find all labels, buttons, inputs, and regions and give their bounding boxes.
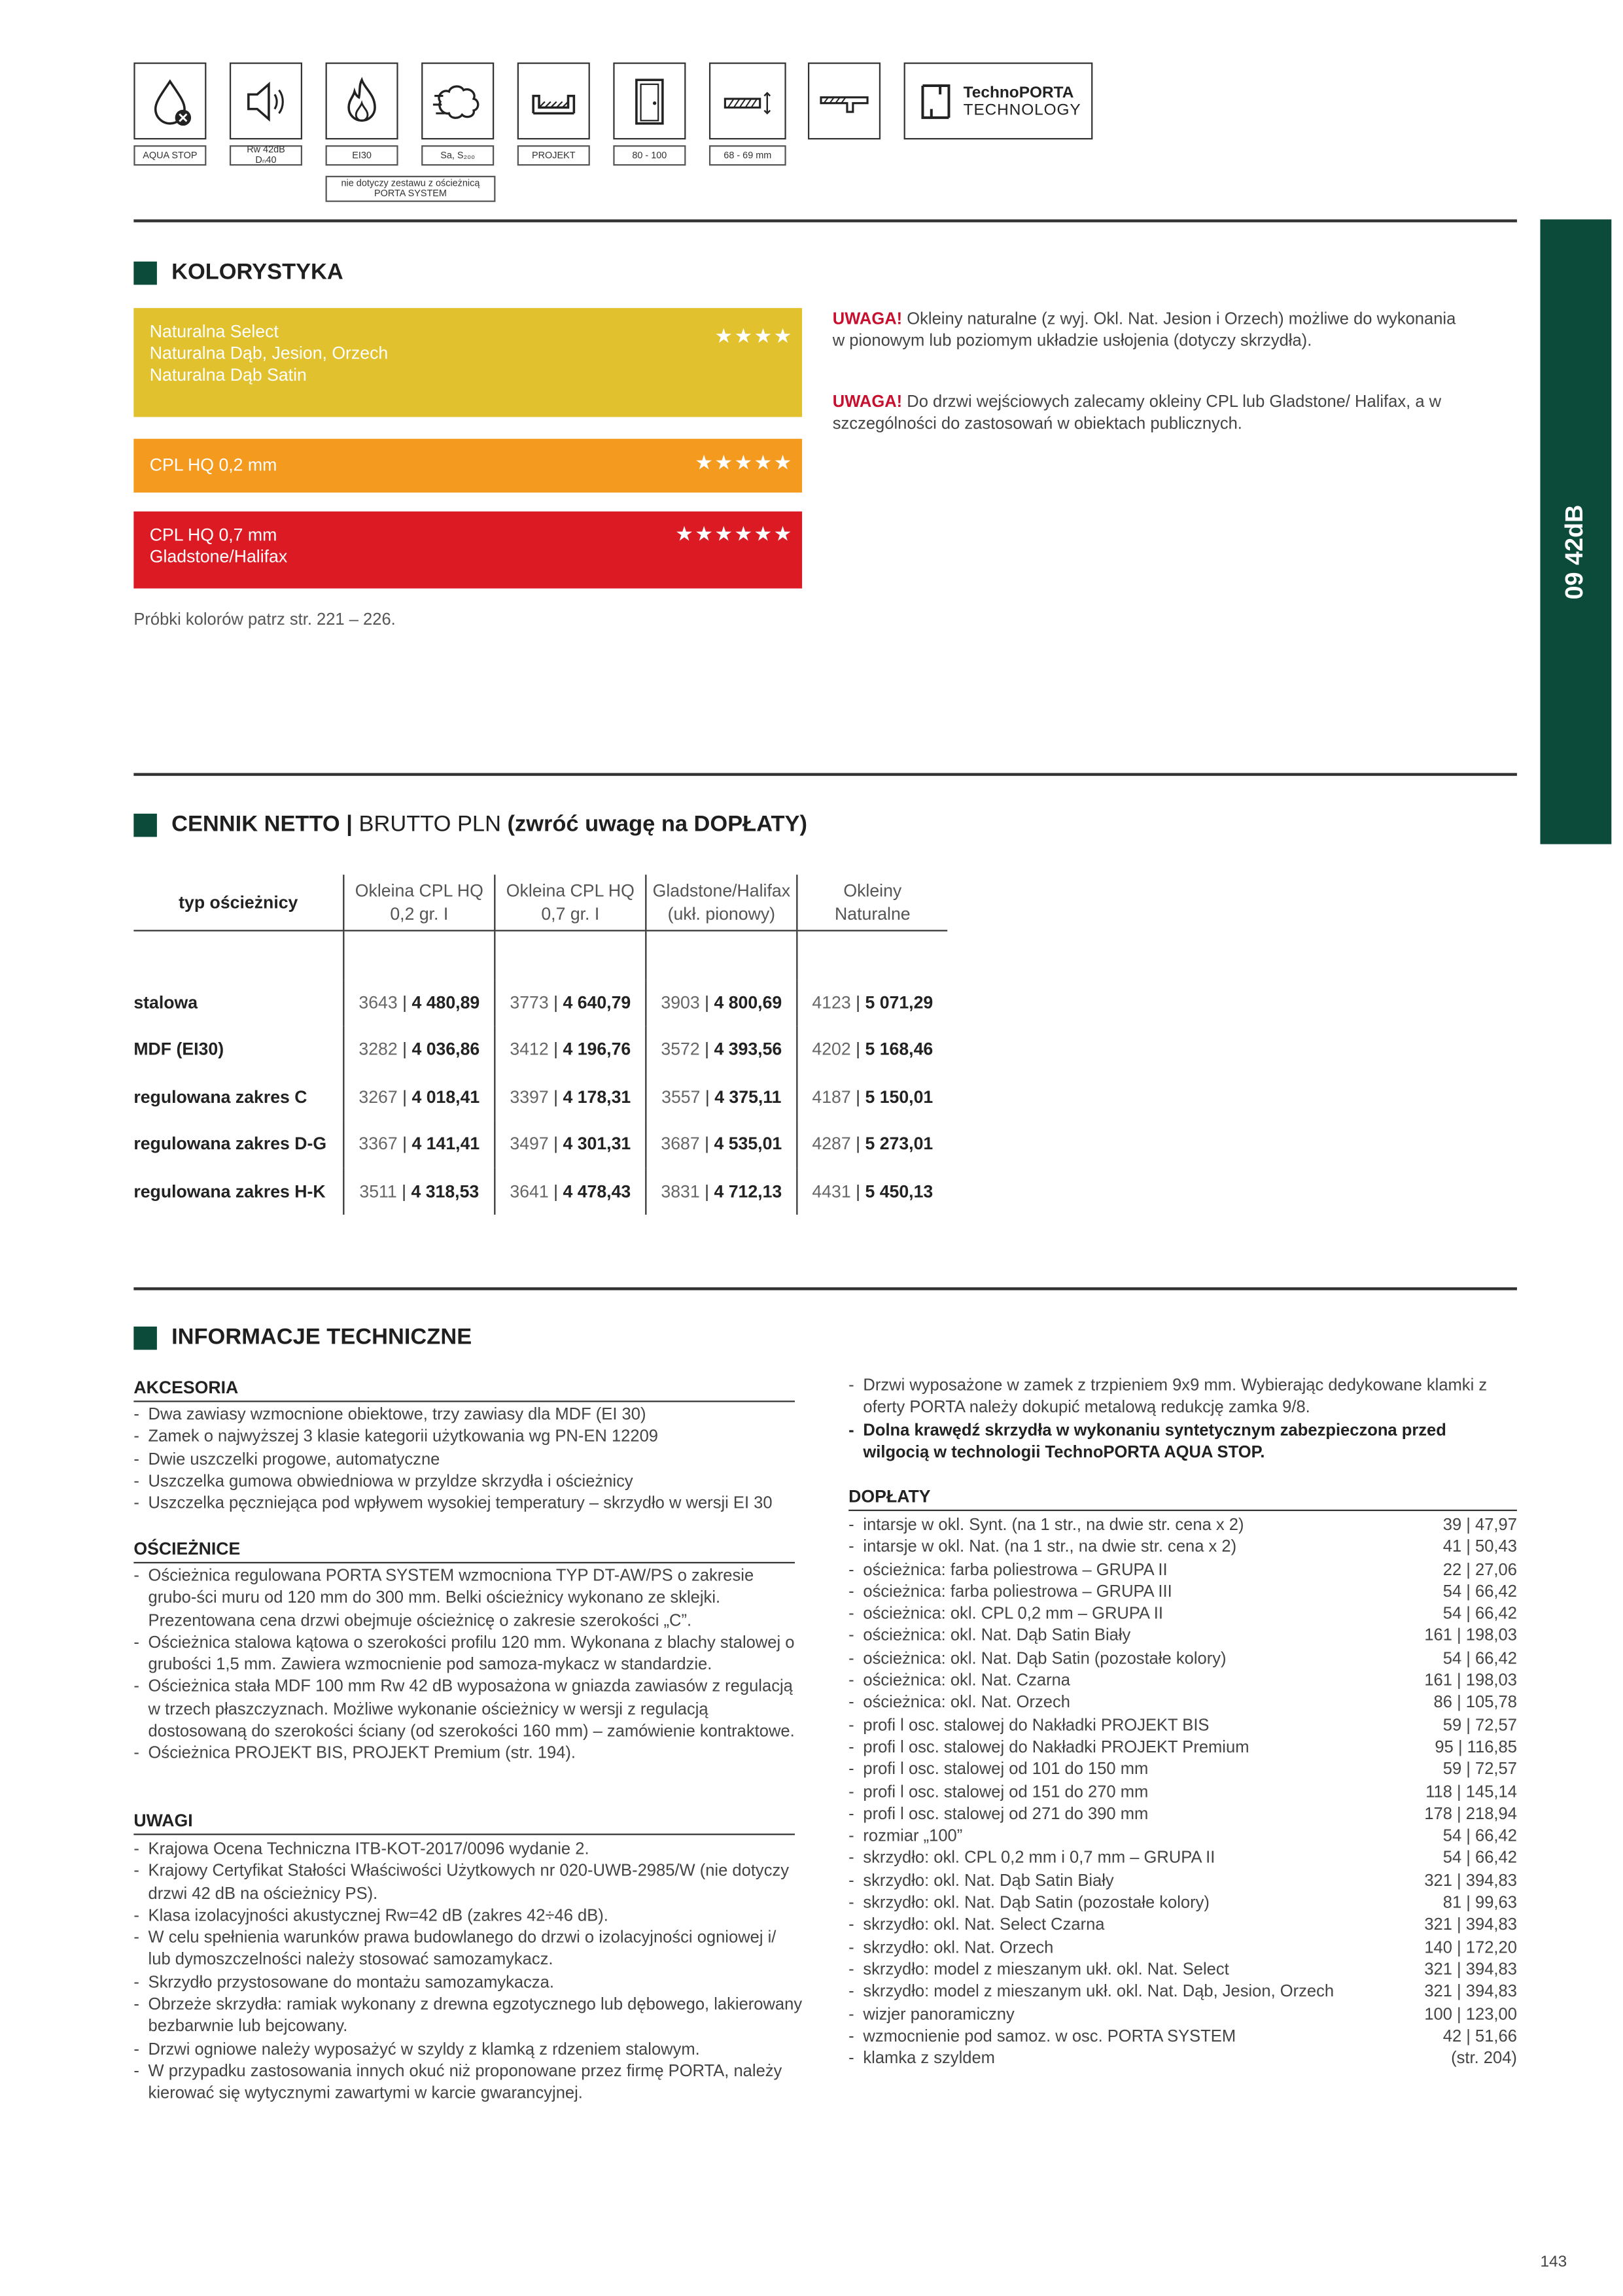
surcharge-label: - ościeżnica: okl. Nat. Orzech <box>863 1694 1070 1713</box>
color-band-cpl02 <box>133 439 802 493</box>
surcharge-row <box>848 1649 1517 1671</box>
logo-line1: TechnoPORTA <box>963 83 1074 101</box>
net-price: 3367 <box>358 1134 398 1155</box>
gross-price: 5 150,01 <box>865 1086 934 1107</box>
surcharge-row <box>848 1871 1517 1893</box>
surcharge-label: - skrzydło: okl. Nat. Orzech <box>863 1939 1054 1957</box>
list-item: - Krajowa Ocena Techniczna ITB-KOT-2017/0096 wydanie 2. <box>133 1839 802 1862</box>
warning-label: UWAGA! <box>832 311 903 328</box>
rating-stars: ★★★★★★ <box>675 521 794 545</box>
cennik-title-sep: | <box>340 812 359 837</box>
gross-price: 4 178,31 <box>563 1086 631 1107</box>
list-item: - Krajowy Certyfikat Stałości Właściwości Użytkowych nr 020-UWB-2985/W (nie dotyczy drzwi 42 dB na ościeżnicy PS). <box>133 1862 802 1906</box>
surcharge-price: 59 | 72,57 <box>1442 1761 1517 1779</box>
net-price: 3903 <box>661 992 700 1013</box>
label-fire: EI30 <box>326 145 398 165</box>
fire-icon <box>326 63 398 140</box>
surcharge-price: 39 | 47,97 <box>1442 1516 1517 1535</box>
rating-stars: ★★★★★ <box>695 450 794 474</box>
list-item: - Ościeżnica stała MDF 100 mm Rw 42 dB wyposażona w gniazda zawiasów z regulacją w trzech płaszczyznach. Możliwe wykonanie ościeżnicy w wersji z regulacją dostosowaną do szerokości ściany (od szerokości 160 mm) – zamówienie kontraktowe. <box>133 1677 802 1744</box>
uwagi-list <box>133 1839 802 2106</box>
surcharge-price: 54 | 66,42 <box>1442 1650 1517 1668</box>
gross-price: 4 535,01 <box>714 1134 782 1155</box>
rating-stars: ★★★★ <box>714 324 794 347</box>
list-item: - Ościeżnica stalowa kątowa o szerokości profilu 120 mm. Wykonana z blachy stalowej o grubości 1,5 mm. Zawiera wzmocnienie pod samoza-mykacz w standardzie. <box>133 1633 802 1677</box>
surcharge-row <box>848 1782 1517 1804</box>
surcharge-row <box>848 1605 1517 1627</box>
surcharge-row <box>848 1694 1517 1716</box>
surcharge-row <box>848 1849 1517 1871</box>
surcharge-row <box>848 1538 1517 1560</box>
surcharge-label: - ościeżnica: okl. Nat. Dąb Satin (pozostałe kolory) <box>863 1650 1227 1668</box>
divider <box>133 1287 1517 1289</box>
oscieznice-list <box>133 1566 802 1766</box>
color-band-cpl02-text: CPL HQ 0,2 mm <box>149 455 277 476</box>
list-item: - Dwa zawiasy wzmocnione obiektowe, trzy zawiasy dla MDF (EI 30) <box>133 1405 802 1427</box>
surcharge-label: - skrzydło: model z mieszanym ukł. okl. Nat. Select <box>863 1961 1229 1979</box>
gross-price: 4 640,79 <box>563 992 631 1013</box>
list-item: - W przypadku zastosowania innych okuć niż proponowane przez firmę PORTA, należy kierować się wytycznymi zawartymi w karcie gwarancyjnej. <box>133 2062 802 2106</box>
gross-price: 5 273,01 <box>865 1134 934 1155</box>
list-item: - Obrzeże skrzydła: ramiak wykonany z drewna egzotycznego lub dębowego, lakierowany bezbarwnie lub bejcowany. <box>133 1995 802 2040</box>
table-row: regulowana zakres D-G 3367 | 4 141,41 3497 | 4 301,31 3687 | 4 535,01 4287 | 5 273,01 <box>133 1121 947 1168</box>
surcharge-row <box>848 1671 1517 1694</box>
gross-price: 5 450,13 <box>865 1181 934 1202</box>
surcharge-label: - ościeżnica: farba poliestrowa – GRUPA III <box>863 1583 1172 1601</box>
color-band-natural <box>133 308 802 417</box>
surcharge-label: - skrzydło: okl. CPL 0,2 mm i 0,7 mm – GRUPA II <box>863 1850 1215 1868</box>
gross-price: 4 712,13 <box>714 1181 782 1202</box>
divider <box>133 1400 795 1402</box>
warning-text: Do drzwi wejściowych zalecamy okleiny CPL lub Gladstone/ Halifax, a w szczególności do zastosowań w obiektach publicznych. <box>832 393 1442 433</box>
surcharge-price: 86 | 105,78 <box>1433 1694 1517 1713</box>
column-header: Okleiny Naturalne <box>797 875 947 931</box>
surcharge-price: 42 | 51,66 <box>1442 2028 1517 2046</box>
net-price: 3773 <box>510 992 549 1013</box>
surcharge-row <box>848 2049 1517 2071</box>
surcharge-price: 41 | 50,43 <box>1442 1539 1517 1557</box>
surcharge-price: 54 | 66,42 <box>1442 1850 1517 1868</box>
row-label: regulowana zakres C <box>133 1086 307 1107</box>
net-price: 3511 <box>359 1181 397 1202</box>
surcharge-row <box>848 1737 1517 1760</box>
label-door-thickness: 68 - 69 mm <box>709 145 786 165</box>
gross-price: 4 393,56 <box>714 1039 782 1060</box>
net-price: 3557 <box>661 1086 701 1107</box>
kolorystyka-title: KOLORYSTYKA <box>171 260 343 285</box>
surcharge-price: 321 | 394,83 <box>1424 1872 1517 1890</box>
page-number: 143 <box>1540 2253 1567 2271</box>
surcharge-label: - klamka z szyldem <box>863 2050 995 2068</box>
row-header: typ ościeżnicy <box>133 875 343 931</box>
label-aqua-stop: AQUA STOP <box>133 145 206 165</box>
gross-price: 4 480,89 <box>411 992 480 1013</box>
section-marker <box>133 814 157 837</box>
surcharge-label: - skrzydło: okl. Nat. Dąb Satin Biały <box>863 1872 1114 1890</box>
door-width-icon <box>613 63 686 140</box>
surcharge-row <box>848 1582 1517 1605</box>
net-price: 3412 <box>510 1039 549 1060</box>
price-table-header <box>133 875 947 931</box>
uwagi-title: UWAGI <box>133 1810 193 1831</box>
list-item: - Dolna krawędź skrzydła w wykonaniu syntetycznym zabezpieczona przed wilgocią w technologii TechnoPORTA AQUA STOP. <box>848 1420 1510 1465</box>
net-price: 3831 <box>661 1181 700 1202</box>
warning-label: UWAGA! <box>832 393 903 411</box>
gross-price: 4 036,86 <box>411 1039 480 1060</box>
projekt-icon <box>517 63 590 140</box>
surcharge-row <box>848 1938 1517 1960</box>
surcharge-label: - ościeżnica: okl. Nat. Czarna <box>863 1672 1071 1690</box>
surcharge-price: 178 | 218,94 <box>1424 1805 1517 1824</box>
surcharge-label: - rozmiar „100” <box>863 1828 963 1846</box>
surcharge-label: - wizjer panoramiczny <box>863 2006 1015 2024</box>
list-item: - Ościeżnica PROJEKT BIS, PROJEKT Premium (str. 194). <box>133 1744 802 1766</box>
net-price: 3572 <box>661 1039 700 1060</box>
logo-line2: TECHNOLOGY <box>963 101 1081 119</box>
label-door-width: 80 - 100 <box>613 145 686 165</box>
divider <box>133 219 1517 221</box>
acoustic-icon <box>230 63 302 140</box>
list-item: - Drzwi ogniowe należy wyposażyć w szyldy z klamką z rdzeniem stalowym. <box>133 2040 802 2062</box>
surcharge-price: 321 | 394,83 <box>1424 1961 1517 1979</box>
surcharge-row <box>848 1826 1517 1849</box>
chapter-tab-label: 09 42dB <box>1560 504 1588 600</box>
color-band-cpl07 <box>133 512 802 589</box>
warning-note-1 <box>833 309 1472 353</box>
gross-price: 4 800,69 <box>714 992 782 1013</box>
surcharge-price: 118 | 145,14 <box>1425 1783 1517 1801</box>
gross-price: 4 018,41 <box>411 1086 480 1107</box>
gross-price: 4 196,76 <box>563 1039 631 1060</box>
gross-price: 4 141,41 <box>411 1134 480 1155</box>
surcharge-row <box>848 1560 1517 1582</box>
column-header: Gladstone/Halifax (ukł. pionowy) <box>646 875 797 931</box>
row-label: MDF (EI30) <box>133 1039 224 1060</box>
net-price: 4202 <box>812 1039 851 1060</box>
surcharge-label: - skrzydło: okl. Nat. Select Czarna <box>863 1917 1105 1935</box>
surcharge-price: 54 | 66,42 <box>1442 1828 1517 1846</box>
akcesoria-title: AKCESORIA <box>133 1377 239 1398</box>
surcharge-price: 54 | 66,42 <box>1442 1605 1517 1624</box>
door-thickness-icon <box>709 63 786 140</box>
surcharge-price: (str. 204) <box>1451 2050 1517 2068</box>
divider <box>848 1510 1517 1511</box>
divider <box>133 1562 795 1563</box>
gross-price: 4 301,31 <box>563 1134 631 1155</box>
net-price: 3267 <box>358 1086 398 1107</box>
label-projekt: PROJEKT <box>517 145 590 165</box>
gross-price: 5 168,46 <box>865 1039 934 1060</box>
surcharge-price: 140 | 172,20 <box>1424 1939 1517 1957</box>
smoke-icon <box>421 63 494 140</box>
surcharge-price: 81 | 99,63 <box>1442 1894 1517 1913</box>
surcharge-label: - intarsje w okl. Synt. (na 1 str., na dwie str. cena x 2) <box>863 1516 1244 1535</box>
table-row <box>133 931 947 979</box>
surcharge-price: 22 | 27,06 <box>1442 1561 1517 1579</box>
table-row: regulowana zakres C 3267 | 4 018,41 3397 | 4 178,31 3557 | 4 375,11 4187 | 5 150,01 <box>133 1073 947 1120</box>
right-notes <box>848 1376 1510 1465</box>
gross-price: 4 375,11 <box>714 1086 782 1107</box>
surcharge-price: 95 | 116,85 <box>1435 1739 1517 1757</box>
net-price: 4187 <box>812 1086 851 1107</box>
surcharge-label: - ościeżnica: okl. CPL 0,2 mm – GRUPA II <box>863 1605 1163 1624</box>
cennik-title <box>171 812 807 839</box>
cennik-title-normal: BRUTTO PLN <box>358 812 508 837</box>
surcharge-row <box>848 2004 1517 2026</box>
technoporta-logo <box>904 63 1093 140</box>
net-price: 4431 <box>812 1181 851 1202</box>
surcharge-label: - profi l osc. stalowej od 271 do 390 mm <box>863 1805 1149 1824</box>
list-item: - Skrzydło przystosowane do montażu samozamykacza. <box>133 1973 802 1995</box>
surcharge-label: - skrzydło: model z mieszanym ukł. okl. Nat. Dąb, Jesion, Orzech <box>863 1983 1335 2002</box>
color-band-natural-text: Naturalna Select Naturalna Dąb, Jesion, Orzech Naturalna Dąb Satin <box>149 321 389 385</box>
surcharge-row <box>848 1893 1517 1915</box>
row-label: regulowana zakres D-G <box>133 1134 327 1155</box>
list-item: - Drzwi wyposażone w zamek z trzpieniem 9x9 mm. Wybierając dedykowane klamki z oferty PORTA należy dokupić metalową redukcję zamka 9/8. <box>848 1376 1510 1420</box>
list-item: - Dwie uszczelki progowe, automatyczne <box>133 1450 802 1472</box>
warning-text: Okleiny naturalne (z wyj. Okl. Nat. Jesion i Orzech) możliwe do wykonania w pionowym lub poziomym układzie usłojenia (dotyczy skrzydła). <box>832 311 1456 351</box>
price-table <box>133 875 947 1215</box>
info-title: INFORMACJE TECHNICZNE <box>171 1325 472 1350</box>
gross-price: 4 318,53 <box>411 1181 480 1202</box>
surcharge-row <box>848 1760 1517 1782</box>
label-smoke: Sa, S₂₀₀ <box>421 145 494 165</box>
net-price: 3643 <box>358 992 398 1013</box>
list-item: - Uszczelka pęczniejąca pod wpływem wysokiej temperatury – skrzydło w wersji EI 30 <box>133 1494 802 1516</box>
list-item: - Uszczelka gumowa obwiedniowa w przyldze skrzydła i ościeżnicy <box>133 1472 802 1494</box>
warning-note-2 <box>833 392 1472 436</box>
surcharge-row <box>848 1804 1517 1826</box>
section-marker <box>133 1327 157 1350</box>
color-samples-note: Próbki kolorów patrz str. 221 – 226. <box>133 612 396 629</box>
oscieznice-title: OŚCIEŻNICE <box>133 1539 241 1559</box>
net-price: 4123 <box>812 992 851 1013</box>
table-row: MDF (EI30) 3282 | 4 036,86 3412 | 4 196,76 3572 | 4 393,56 4202 | 5 168,46 <box>133 1026 947 1073</box>
doplaty-list <box>848 1516 1517 2071</box>
doplaty-title: DOPŁATY <box>848 1486 931 1507</box>
surcharge-row <box>848 2026 1517 2049</box>
gross-price: 5 071,29 <box>865 992 934 1013</box>
table-row: regulowana zakres H-K 3511 | 4 318,53 3641 | 4 478,43 3831 | 4 712,13 4431 | 5 450,13 <box>133 1168 947 1215</box>
surcharge-label: - profi l osc. stalowej od 101 do 150 mm <box>863 1761 1149 1779</box>
technoporta-logo-icon <box>917 79 955 123</box>
surcharge-label: - skrzydło: okl. Nat. Dąb Satin (pozostałe kolory) <box>863 1894 1210 1913</box>
net-price: 3397 <box>510 1086 549 1107</box>
surcharge-label: - ościeżnica: okl. Nat. Dąb Satin Biały <box>863 1627 1131 1646</box>
row-label: stalowa <box>133 992 198 1013</box>
icon-note: nie dotyczy zestawu z ościeżnicą PORTA SYSTEM <box>326 176 496 202</box>
surcharge-label: - profi l osc. stalowej od 151 do 270 mm <box>863 1783 1149 1801</box>
net-price: 3282 <box>358 1039 398 1060</box>
surcharge-row <box>848 1960 1517 1982</box>
row-label: regulowana zakres H-K <box>133 1181 326 1202</box>
surcharge-price: 100 | 123,00 <box>1424 2006 1517 2024</box>
surcharge-price: 161 | 198,03 <box>1424 1672 1517 1690</box>
surcharge-price: 54 | 66,42 <box>1442 1583 1517 1601</box>
surcharge-label: - wzmocnienie pod samoz. w osc. PORTA SYSTEM <box>863 2028 1236 2046</box>
list-item: - Zamek o najwyższej 3 klasie kategorii użytkowania wg PN-EN 12209 <box>133 1427 802 1450</box>
table-row: stalowa 3643 | 4 480,89 3773 | 4 640,79 3903 | 4 800,69 4123 | 5 071,29 <box>133 979 947 1026</box>
color-band-cpl07-text: CPL HQ 0,7 mm Gladstone/Halifax <box>149 524 288 567</box>
column-header: Okleina CPL HQ 0,2 gr. I <box>343 875 495 931</box>
akcesoria-list <box>133 1405 802 1516</box>
net-price: 4287 <box>812 1134 851 1155</box>
net-price: 3497 <box>510 1134 549 1155</box>
surcharge-price: 321 | 394,83 <box>1424 1917 1517 1935</box>
list-item: - Klasa izolacyjności akustycznej Rw=42 dB (zakres 42÷46 dB). <box>133 1906 802 1928</box>
surcharge-label: - profi l osc. stalowej do Nakładki PROJEKT Premium <box>863 1739 1249 1757</box>
net-price: 3641 <box>510 1181 549 1202</box>
surcharge-row <box>848 1716 1517 1738</box>
list-item: - W celu spełnienia warunków prawa budowlanego do drzwi o izolacyjności ogniowej i/ lub dymoszczelności należy stosować samozamykacz. <box>133 1928 802 1973</box>
column-header: Okleina CPL HQ 0,7 gr. I <box>495 875 646 931</box>
surcharge-label: - ościeżnica: farba poliestrowa – GRUPA II <box>863 1561 1168 1579</box>
net-price: 3687 <box>661 1134 700 1155</box>
label-acoustic: Rw 42dB Dₙ40 <box>230 145 302 165</box>
surcharge-price: 161 | 198,03 <box>1424 1627 1517 1646</box>
divider <box>133 1834 795 1835</box>
surcharge-label: - profi l osc. stalowej do Nakładki PROJEKT BIS <box>863 1716 1210 1735</box>
aqua-stop-icon <box>133 63 206 140</box>
surcharge-row <box>848 1627 1517 1649</box>
surcharge-price: 59 | 72,57 <box>1442 1716 1517 1735</box>
cennik-title-note: (zwróć uwagę na DOPŁATY) <box>507 812 807 837</box>
surcharge-price: 321 | 394,83 <box>1424 1983 1517 2002</box>
divider <box>133 773 1517 775</box>
surcharge-row <box>848 1516 1517 1538</box>
frame-profile-icon <box>808 63 881 140</box>
cennik-title-bold: CENNIK NETTO <box>171 812 340 837</box>
surcharge-row <box>848 1982 1517 2004</box>
gross-price: 4 478,43 <box>563 1181 631 1202</box>
surcharge-label: - intarsje w okl. Nat. (na 1 str., na dwie str. cena x 2) <box>863 1539 1237 1557</box>
surcharge-row <box>848 1915 1517 1938</box>
section-marker <box>133 262 157 285</box>
list-item: - Ościeżnica regulowana PORTA SYSTEM wzmocniona TYP DT-AW/PS o zakresie grubo-ści muru od 120 mm do 300 mm. Belki ościeżnicy wykonano ze sklejki. Prezentowana cena drzwi obejmuje ościeżnicę o zakresie szerokości „C”. <box>133 1566 802 1633</box>
